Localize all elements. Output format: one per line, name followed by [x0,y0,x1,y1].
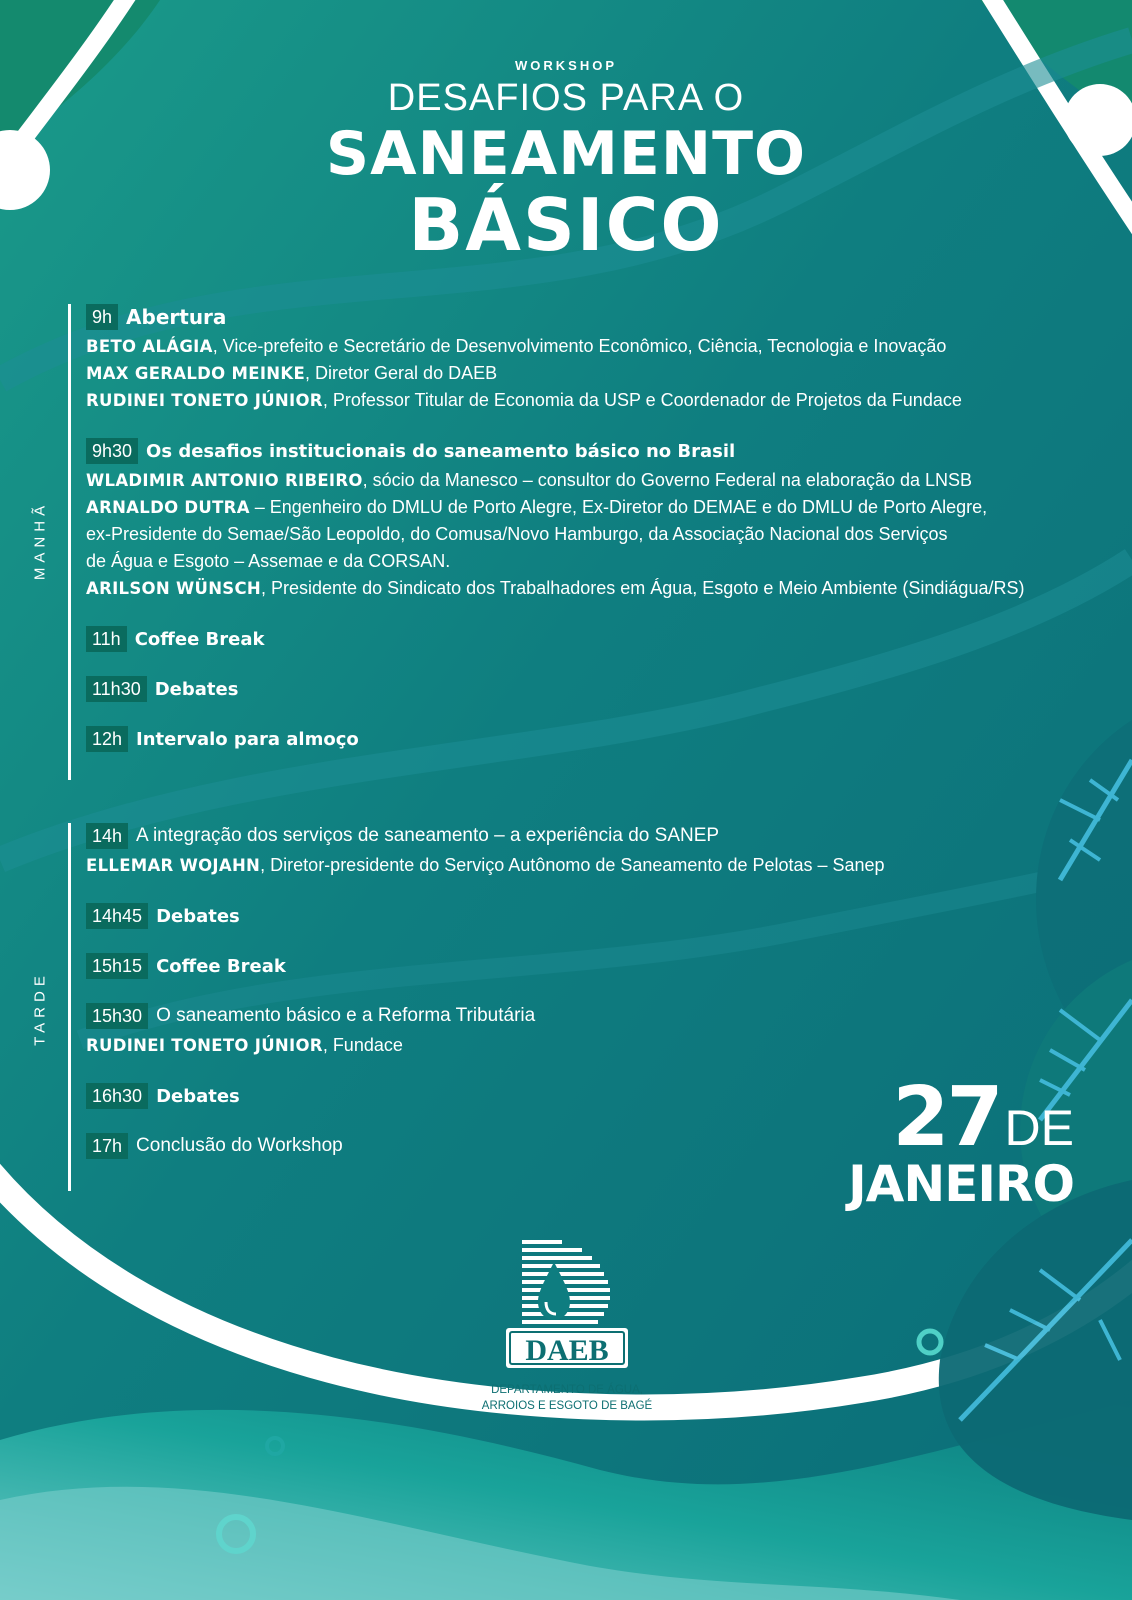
time-badge: 12h [86,726,128,752]
logo-caption-line-1: DEPARTAMENTO DE ÁGUA, [491,1384,643,1396]
item-title: O saneamento básico e a Reforma Tributária [156,1005,536,1026]
item-title: Os desafios institucionais do saneamento básico no Brasil [146,440,736,462]
speaker-desc: , Presidente do Sindicato dos Trabalhadores em Água, Esgoto e Meio Ambiente (Sindiágua/RS) [261,578,1025,598]
speaker-desc: , sócio da Manesco – consultor do Governo Federal na elaboração da LNSB [362,470,973,490]
item-title: Abertura [126,305,227,329]
time-badge: 15h15 [86,953,148,979]
event-date [848,1070,1074,1213]
morning-schedule [68,304,1096,780]
date-day: 27 [892,1070,1001,1165]
time-badge: 9h30 [86,438,138,464]
speaker-name: ARNALDO DUTRA [86,498,250,517]
speaker-line [86,333,1096,360]
speaker-line [86,467,1096,494]
schedule-item-debates [86,676,1096,702]
item-title: Coffee Break [134,628,265,650]
speaker-line [86,575,1096,602]
speaker-desc-continued: de Água e Esgoto – Assemae e da CORSAN. [86,551,451,571]
speaker-line [86,852,1096,879]
schedule-item-integration [86,823,1096,879]
speaker-name: ELLEMAR WOJAHN [86,856,261,875]
speaker-desc: – Engenheiro do DMLU de Porto Alegre, Ex-Diretor do DEMAE e do DMLU de Porto Alegre, [249,497,988,517]
schedule-item-tax-reform [86,1003,1096,1059]
speaker-name: WLADIMIR ANTONIO RIBEIRO [86,471,363,490]
item-title: A integração dos serviços de saneamento – a experiência do SANEP [136,825,720,846]
time-badge: 11h [86,626,127,652]
speaker-name: RUDINEI TONETO JÚNIOR [86,1036,323,1055]
time-badge: 16h30 [86,1083,148,1109]
date-de: DE [1004,1100,1074,1156]
speaker-name: ARILSON WÜNSCH [86,579,262,598]
item-title: Conclusão do Workshop [136,1135,343,1156]
speaker-name: MAX GERALDO MEINKE [86,364,306,383]
schedule-item-opening [86,304,1096,414]
period-label-morning: MANHÃ [31,500,49,581]
speaker-name: BETO ALÁGIA [86,337,213,356]
item-title: Debates [154,678,239,700]
item-title: Coffee Break [156,955,286,977]
schedule-item-lunch [86,726,1096,752]
time-badge: 17h [86,1133,128,1159]
schedule-item-debates [86,903,1096,929]
date-month: JANEIRO [848,1155,1074,1213]
title-line-3: BÁSICO [408,183,724,267]
time-badge: 14h [86,823,128,849]
speaker-desc: , Diretor Geral do DAEB [305,363,498,383]
item-title: Debates [156,1085,240,1107]
speaker-line [86,387,1096,414]
item-title: Intervalo para almoço [136,728,359,750]
speaker-desc: , Vice-prefeito e Secretário de Desenvolvimento Econômico, Ciência, Tecnologia e Inovação [212,336,947,356]
speaker-line [86,494,1096,521]
schedule-item-coffee [86,953,1096,979]
speaker-line [86,1032,1096,1059]
logo-caption-line-2: ARROIOS E ESGOTO DE BAGÉ [481,1400,653,1412]
item-title: Debates [156,905,240,927]
title-block [0,58,1132,267]
title-line-2: SANEAMENTO [325,119,807,189]
speaker-desc: , Professor Titular de Economia da USP e Coordenador de Projetos da Fundace [322,390,962,410]
daeb-logo [472,1236,662,1413]
schedule-item-coffee [86,626,1096,652]
time-badge: 11h30 [86,676,147,702]
logo-wordmark: DAEB [525,1334,609,1367]
workshop-kicker: WORKSHOP [515,58,617,73]
speaker-desc: , Diretor-presidente do Serviço Autônomo de Saneamento de Pelotas – Sanep [260,855,885,875]
daeb-logo-mark [492,1236,642,1376]
period-label-afternoon: TARDE [31,971,49,1046]
speaker-desc: , Fundace [322,1035,403,1055]
title-line-1: DESAFIOS PARA O [387,77,745,119]
speaker-name: RUDINEI TONETO JÚNIOR [86,391,323,410]
time-badge: 14h45 [86,903,148,929]
time-badge: 15h30 [86,1003,148,1029]
speaker-line [86,360,1096,387]
time-badge: 9h [86,304,118,330]
schedule-item-panel [86,438,1096,602]
speaker-desc-continued: ex-Presidente do Semae/São Leopoldo, do Comusa/Novo Hamburgo, da Associação Nacional dos Serviços [86,524,948,544]
